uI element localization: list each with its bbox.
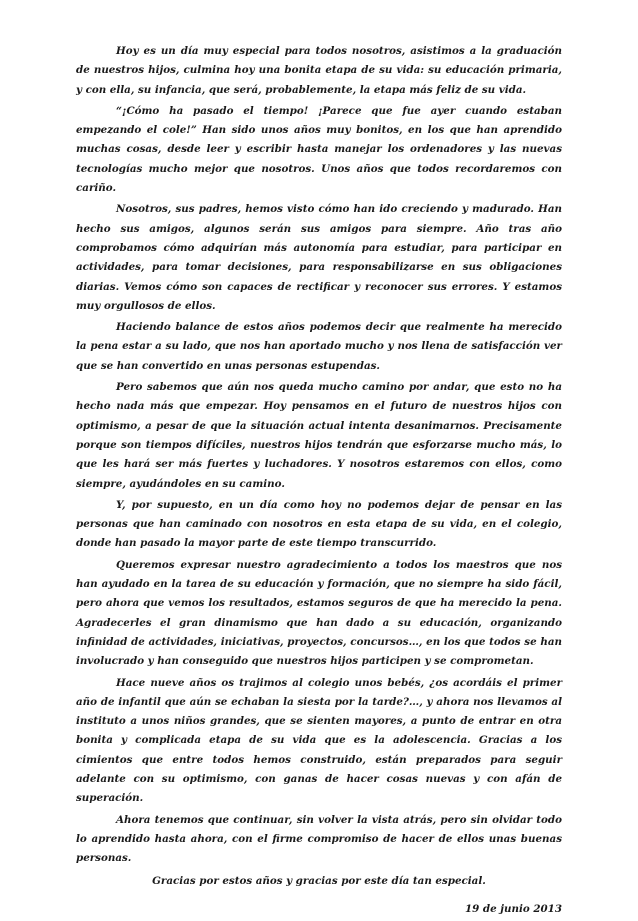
- paragraph-teachers: Queremos expresar nuestro agradecimiento a todos los maestros que nos han ayudado en la tarea de su educación y formación, que no siempre ha sido fácil, pero ahora que vemos los resultados, estamos seguros de que ha merecido la pena. Agradecerles el gran dinamismo que han dado a su educación, organizando infinidad de actividades, iniciativas, proyectos, concursos…, en los que todos se han involucrado y han conseguido que nuestros hijos participen y se comprometan.: [76, 558, 562, 668]
- paragraph-nine-years: Hace nueve años os trajimos al colegio unos bebés, ¿os acordáis el primer año de infantil que aún se echaban la siesta por la tarde?…, y ahora nos llevamos al instituto a unos niños grandes, que se sienten mayores, a punto de entrar en otra bonita y complicada etapa de su vida que es la adolescencia. Gracias a los cimientos que entre todos hemos construido, están preparados para seguir adelante con su optimismo, con ganas de hacer cosas nuevas y con afán de superación.: [76, 676, 562, 805]
- paragraph-school: Y, por supuesto, en un día como hoy no podemos dejar de pensar en las personas que han caminado con nosotros en esta etapa de su vida, en el colegio, donde han pasado la mayor parte de este tiempo transcurrido.: [76, 498, 562, 550]
- paragraph-intro: Hoy es un día muy especial para todos nosotros, asistimos a la graduación de nuestros hijos, culmina hoy una bonita etapa de su vida: su educación primaria, y con ella, su infancia, que será, probablemente, la etapa más feliz de su vida.: [76, 45, 562, 96]
- closing-line: Gracias por estos años y gracias por este día tan especial.: [152, 875, 486, 888]
- paragraph-parents: Nosotros, sus padres, hemos visto cómo han ido creciendo y madurado. Han hecho sus amigos, algunos serán sus amigos para siempre. Año tras año comprobamos cómo adquirían más autonomía para estudiar, para participar en actividades, para tomar decisiones, para responsabilizarse en sus obligaciones diarias. Vemos cómo son capaces de rectificar y reconocer sus errores. Y estamos muy orgullosos de ellos.: [76, 203, 562, 312]
- document-body: [76, 42, 562, 921]
- paragraph-future: Pero sabemos que aún nos queda mucho camino por andar, que esto no ha hecho nada más que empezar. Hoy pensamos en el futuro de nuestros hijos con optimismo, a pesar de que la situación actual intenta desanimarnos. Precisamente porque son tiempos difíciles, nuestros hijos tendrán que esforzarse mucho más, lo que les hará ser más fuertes y luchadores. Y nosotros estaremos con ellos, como siempre, ayudándoles en su camino.: [76, 381, 562, 490]
- paragraph-continue: Ahora tenemos que continuar, sin volver la vista atrás, pero sin olvidar todo lo aprendido hasta ahora, con el firme compromiso de hacer de ellos unas buenas personas.: [76, 813, 562, 865]
- document-date: 19 de junio 2013: [465, 902, 562, 915]
- paragraph-time-passed: “¡Cómo ha pasado el tiempo! ¡Parece que fue ayer cuando estaban empezando el cole!” Han sido unos años muy bonitos, en los que han aprendido muchas cosas, desde leer y escribir hasta manejar los ordenadores y las nuevas tecnologías mucho mejor que nosotros. Unos años que todos recordaremos con cariño.: [76, 104, 562, 195]
- paragraph-balance: Haciendo balance de estos años podemos decir que realmente ha merecido la pena estar a su lado, que nos han aportado mucho y nos llena de satisfacción ver que se han convertido en unas personas estupendas.: [76, 321, 562, 372]
